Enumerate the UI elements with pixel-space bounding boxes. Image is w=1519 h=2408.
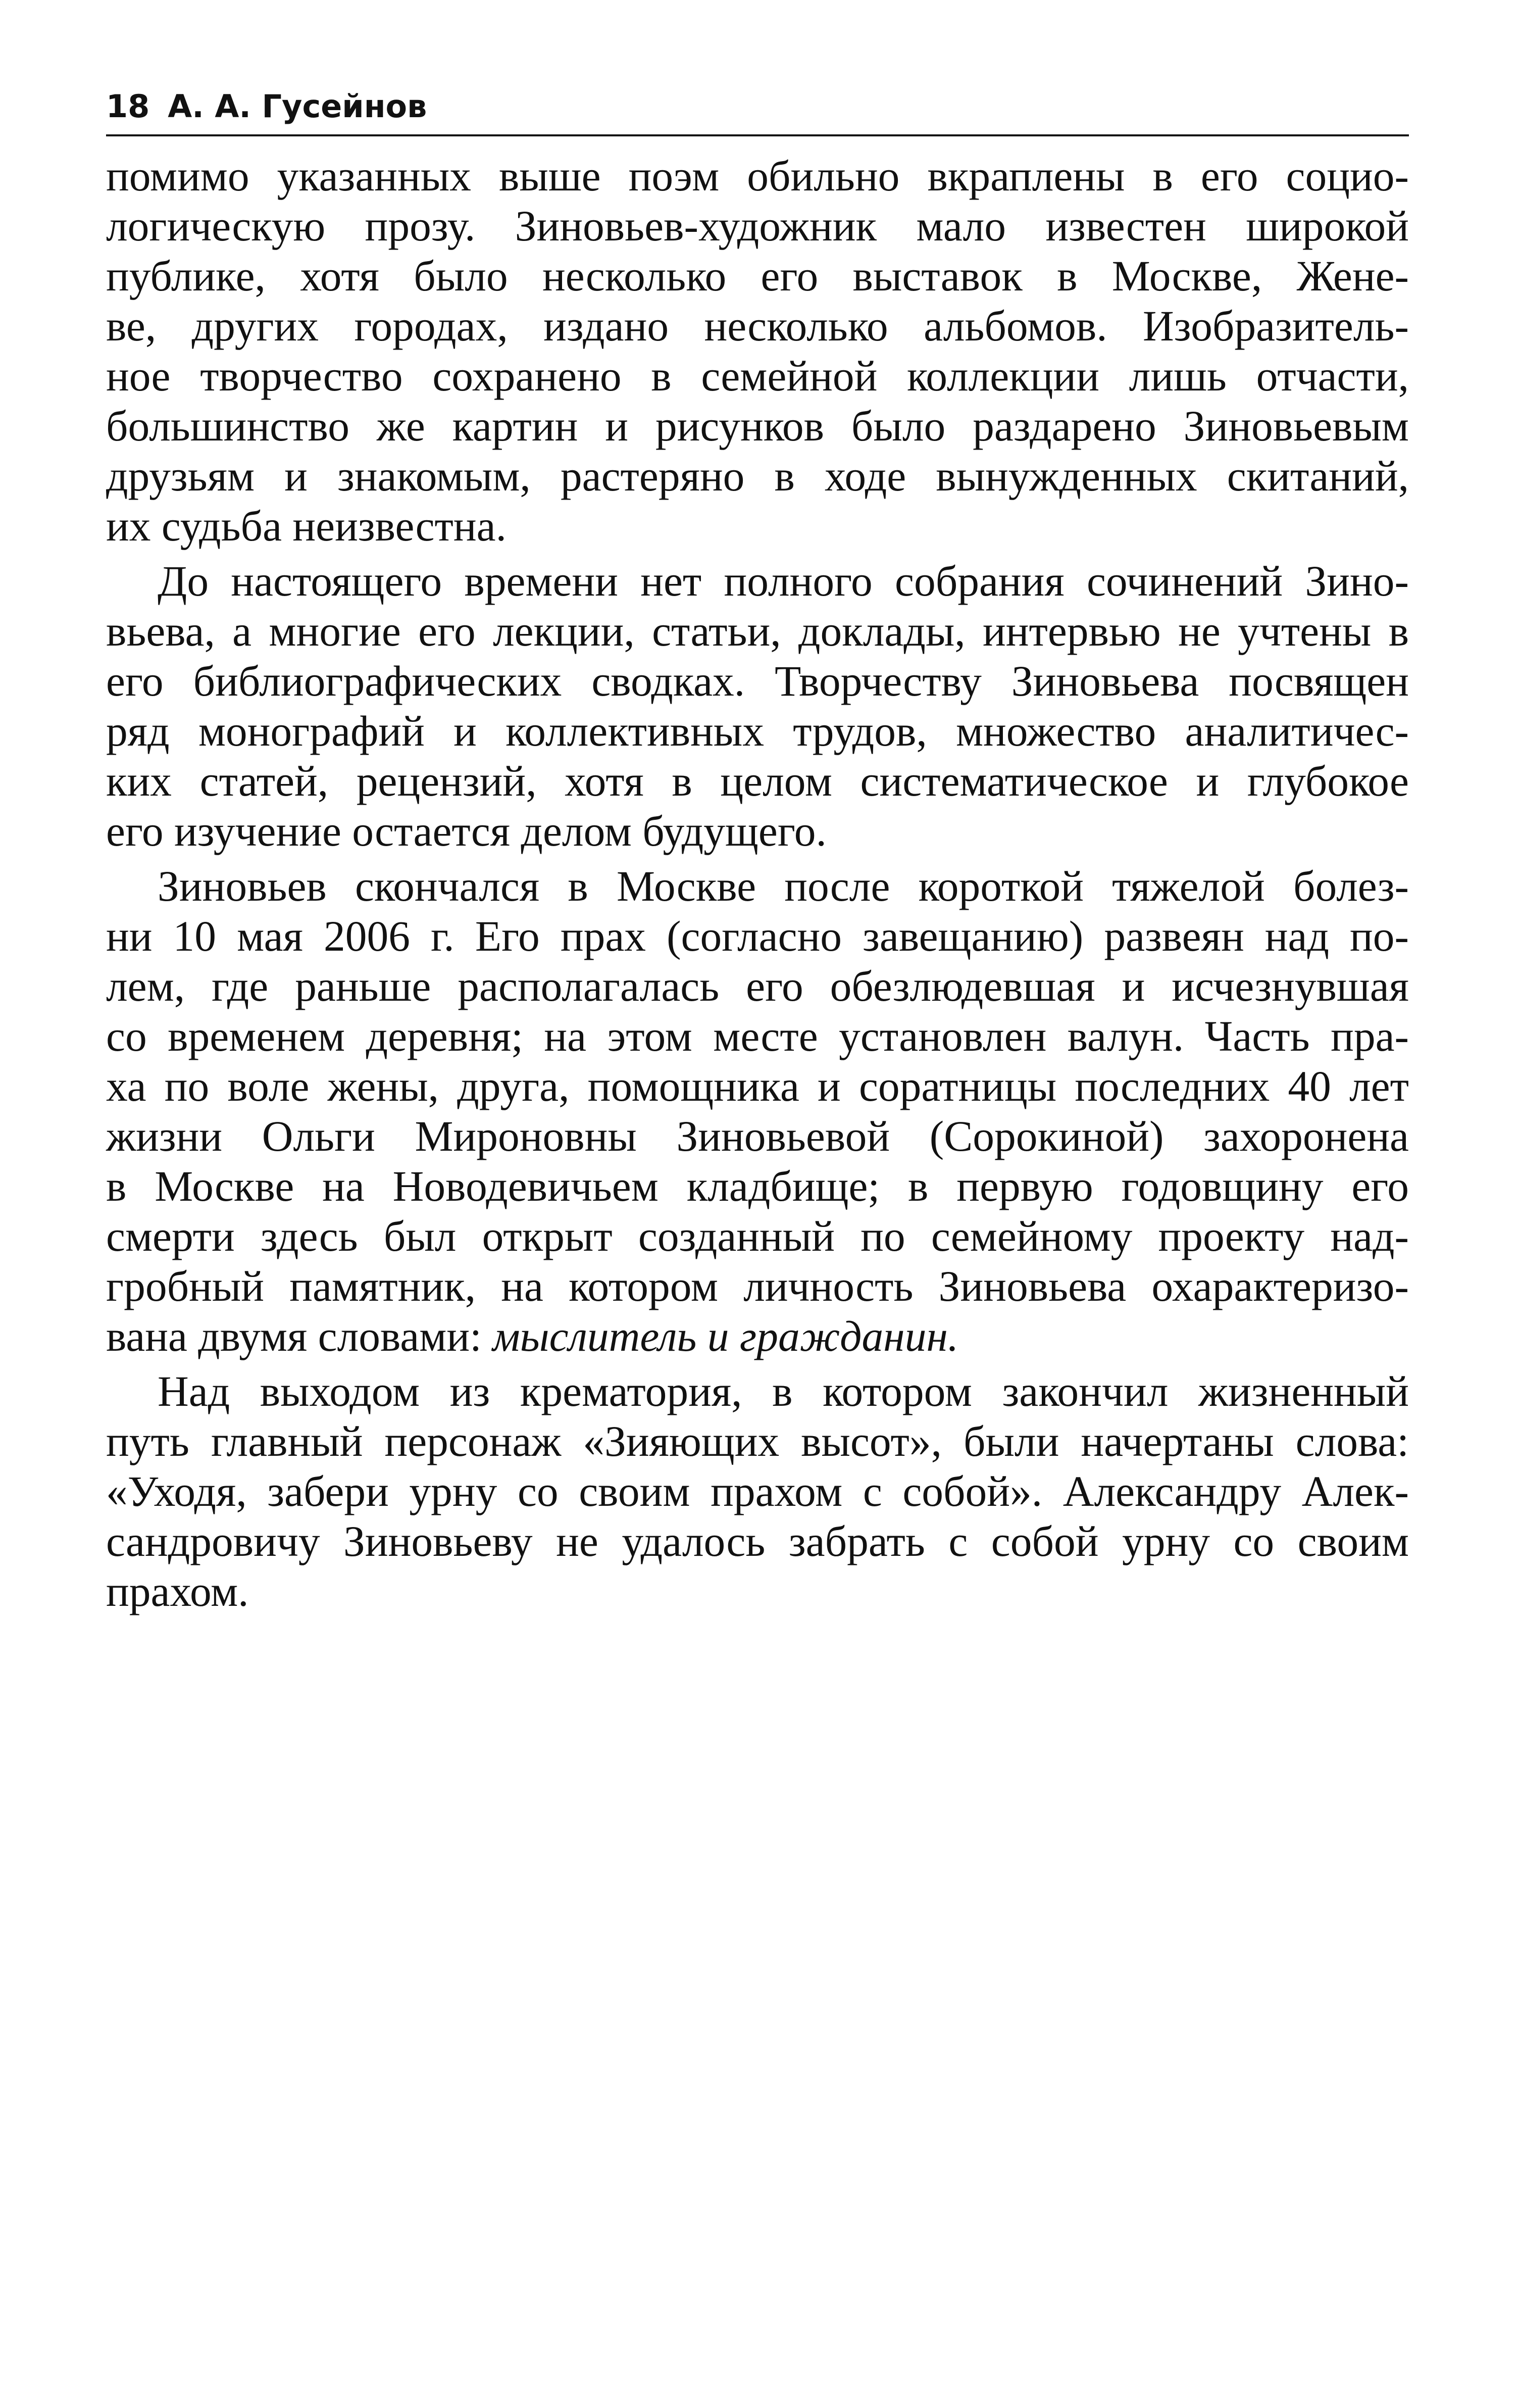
text-line: в Москве на Новодевичьем кладбище; в первую годовщину его [106,1163,1409,1210]
text-line: ве, других городах, издано несколько альбомов. Изобразитель- [106,303,1409,350]
header-rule [106,134,1409,136]
paragraph-2 [106,557,1409,857]
text-line: жизни Ольги Мироновны Зиновьевой (Сорокиной) захоронена [106,1113,1409,1160]
text-line: большинство же картин и рисунков было раздарено Зиновьевым [106,403,1409,450]
text-line: логическую прозу. Зиновьев-художник мало известен широкой [106,203,1409,250]
page-number: 18 [106,88,150,125]
running-head [106,88,1409,134]
text-line: друзьям и знакомым, растеряно в ходе вынужденных скитаний, [106,453,1409,500]
text-line: ряд монографий и коллективных трудов, множество аналитичес- [106,708,1409,755]
text-line: смерти здесь был открыт созданный по семейному проекту над- [106,1213,1409,1260]
text-line: прахом. [106,1568,249,1615]
text-line: путь главный персонаж «Зияющих высот», были начертаны слова: [106,1418,1409,1465]
text-line: гробный памятник, на котором личность Зиновьева охарактеризо- [106,1263,1409,1310]
text-line-prefix: вана двумя словами: [106,1313,493,1360]
paragraph-3 [106,862,1409,1362]
text-line: публике, хотя было несколько его выставок в Москве, Жене- [106,253,1409,300]
text-line: их судьба неизвестна. [106,503,507,550]
paragraph-4 [106,1367,1409,1617]
text-line: вьева, а многие его лекции, статьи, доклады, интервью не учтены в [106,608,1409,655]
text-line: его библиографических сводках. Творчеству Зиновьева посвящен [106,658,1409,705]
book-page [106,88,1409,1617]
body-text [106,152,1409,1617]
text-line: Над выходом из крематория, в котором закончил жизненный [158,1368,1409,1415]
text-line: ни 10 мая 2006 г. Его прах (согласно завещанию) развеян над по- [106,913,1409,960]
text-line: сандровичу Зиновьеву не удалось забрать с собой урну со своим [106,1518,1409,1565]
text-line: Зиновьев скончался в Москве после короткой тяжелой болез- [158,863,1409,910]
text-line: ких статей, рецензий, хотя в целом систематическое и глубокое [106,758,1409,805]
text-line-final [106,1312,1409,1362]
italic-phrase: мыслитель и гражданин. [492,1313,959,1360]
text-line: со временем деревня; на этом месте установлен валун. Часть пра- [106,1013,1409,1060]
text-line: ха по воле жены, друга, помощника и соратницы последних 40 лет [106,1063,1409,1110]
text-line: ное творчество сохранено в семейной коллекции лишь отчасти, [106,353,1409,400]
text-line: До настоящего времени нет полного собрания сочинений Зино- [158,558,1409,605]
paragraph-1 [106,152,1409,552]
text-line: его изучение остается делом будущего. [106,808,827,855]
running-head-author: А. А. Гусейнов [168,88,427,125]
text-line: лем, где раньше располагалась его обезлюдевшая и исчезнувшая [106,963,1409,1010]
text-line: помимо указанных выше поэм обильно вкраплены в его социо- [106,153,1409,200]
text-line: «Уходя, забери урну со своим прахом с собой». Александру Алек- [106,1468,1409,1515]
